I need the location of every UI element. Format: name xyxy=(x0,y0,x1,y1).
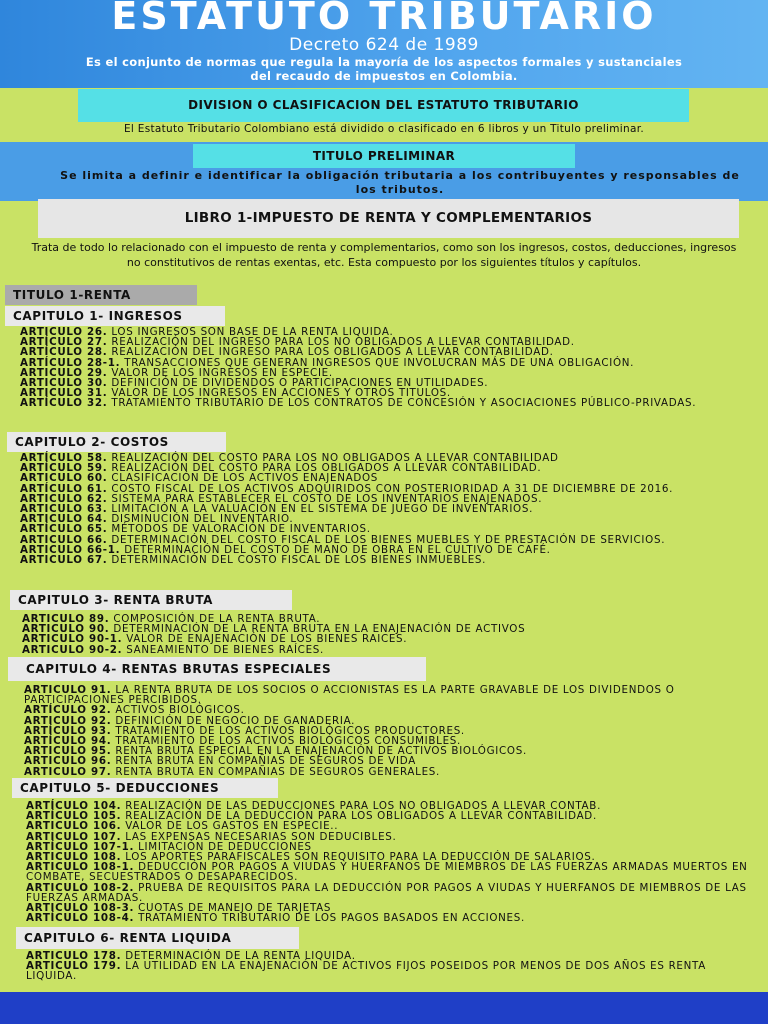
chapter-6-heading: CAPITULO 6- RENTA LIQUIDA xyxy=(16,927,299,949)
article-item xyxy=(26,883,756,903)
division-text: El Estatuto Tributario Colombiano está dividido o clasificado en 6 libros y un Titulo preliminar. xyxy=(123,123,644,135)
chapter-5-heading: CAPITULO 5- DEDUCCIONES xyxy=(12,778,278,798)
article-number: ARTÍCULO 94. xyxy=(24,735,112,748)
article-number: ARTÍCULO 104. xyxy=(26,800,122,812)
libro1-heading: LIBRO 1-IMPUESTO DE RENTA Y COMPLEMENTARIOS xyxy=(38,199,739,238)
footer-bar xyxy=(0,992,768,1024)
article-number: ARTICULO 179. xyxy=(26,960,122,973)
article-number: ARTICULO 31. xyxy=(20,387,108,400)
article-title: DEFINICIÓN DE NEGOCIO DE GANADERIA. xyxy=(111,714,356,727)
article-number: ARTICULO 92. xyxy=(24,714,112,727)
article-number: ARTICULO 62. xyxy=(20,492,108,505)
article-title: REALIZACIÓN DE LA DEDUCCIÓN PARA LOS OBLIGADOS A LLEVAR CONTABILIDAD. xyxy=(121,810,597,823)
page-title: ESTATUTO TRIBUTARIO xyxy=(111,0,657,38)
article-title: TRATAMIENTO DE LOS ACTIVOS BIOLÓGICOS CONSUMIBLES. xyxy=(111,735,462,748)
article-title: DETERMINACIÓN DE LA RENTA BRUTA EN LA ENAJENACIÓN DE ACTIVOS xyxy=(109,623,526,636)
article-number: ARTÍCULO 28. xyxy=(20,346,108,359)
article-item xyxy=(20,398,752,408)
article-title: SANEAMIENTO DE BIENES RAÍCES. xyxy=(122,643,324,656)
chapter-5-list xyxy=(26,801,756,923)
article-item xyxy=(26,862,756,882)
article-title: TRATAMIENTO TRIBUTARIO DE LOS PAGOS BASADOS EN ACCIONES. xyxy=(134,912,525,925)
article-title: LOS APORTES PARAFISCALES SON REQUISITO PARA LA DEDUCCIÓN DE SALARIOS. xyxy=(121,851,596,864)
article-title: LIMITACIÓN DE DEDUCCIONES xyxy=(134,840,312,853)
article-number: ARTICULO 96. xyxy=(24,755,112,768)
article-title: SISTEMA PARA ESTABLECER EL COSTO DE LOS INVENTARIOS ENAJENADOS. xyxy=(107,492,543,505)
article-number: ARTÍCULO 58. xyxy=(20,452,108,464)
article-title: PRUEBA DE REQUISITOS PARA LA DEDUCCIÓN POR PAGOS A VIUDAS Y HUERFANOS DE MIEMBROS DE LAS FUERZAS ARMADAS. xyxy=(26,881,747,904)
article-number: ARTICULO 67. xyxy=(20,554,108,567)
article-number: ARTÍCULO 65. xyxy=(20,523,108,536)
article-item xyxy=(24,685,752,705)
decree-subtitle: Decreto 624 de 1989 xyxy=(289,35,479,55)
article-item xyxy=(22,645,752,655)
article-title: ACTIVOS BIOLÓGICOS. xyxy=(111,704,245,717)
article-title: DETERMINACIÓN DEL COSTO FISCAL DE LOS BIENES INMUEBLES. xyxy=(107,554,487,567)
article-title: REALIZACIÓN DEL COSTO PARA LOS OBLIGADOS A LLEVAR CONTABILIDAD. xyxy=(107,462,542,475)
article-number: ARTÍCULO 107-1. xyxy=(26,840,135,853)
article-title: DISMINUCIÓN DEL INVENTARIO. xyxy=(107,513,294,526)
article-title: RENTA BRUTA EN COMPAÑIAS DE SEGUROS GENERALES. xyxy=(111,765,441,778)
article-number: ARTICULO 29. xyxy=(20,366,108,379)
article-title: MÉTODOS DE VALORACIÓN DE INVENTARIOS. xyxy=(107,523,371,536)
article-title: DEFINICIÓN DE DIVIDENDOS O PARTICIPACIONES EN UTILIDADES. xyxy=(107,377,489,390)
division-heading: DIVISION O CLASIFICACION DEL ESTATUTO TRIBUTARIO xyxy=(78,89,689,122)
article-number: ARTICULO 89. xyxy=(22,613,110,625)
article-title: VALOR DE ENAJENACIÓN DE LOS BIENES RAICES. xyxy=(122,633,408,646)
article-title: REALIZACIÓN DE LAS DEDUCCIONES PARA LOS NO OBLIGADOS A LLEVAR CONTAB. xyxy=(121,800,602,812)
article-title: RENTA BRUTA ESPECIAL EN LA ENAJENACIÓN DE ACTIVOS BIOLÓGICOS. xyxy=(111,745,527,758)
article-title: VALOR DE LOS INGRESOS EN ACCIONES Y OTROS TITULOS. xyxy=(107,387,451,400)
chapter-6-list xyxy=(26,951,726,982)
article-title: LA RENTA BRUTA DE LOS SOCIOS O ACCIONISTAS ES LA PARTE GRAVABLE DE LOS DIVIDENDOS O PARTICIPACIONES PERCIBIDOS. xyxy=(24,684,675,707)
article-item xyxy=(26,913,756,923)
chapter-3-heading: CAPITULO 3- RENTA BRUTA xyxy=(10,590,292,610)
article-title: COSTO FISCAL DE LOS ACTIVOS ADQUIRIDOS CON POSTERIORIDAD A 31 DE DICIEMBRE DE 2016. xyxy=(107,482,674,495)
article-number: ARTICULO 66-1. xyxy=(20,543,121,556)
article-title: LOS INGRESOS SON BASE DE LA RENTA LIQUIDA. xyxy=(107,326,394,338)
article-number: ARTÍCULO 27. xyxy=(20,336,108,349)
article-number: ARTICULO 30. xyxy=(20,377,108,390)
article-title: REALIZACIÓN DEL INGRESO PARA LOS OBLIGADOS A LLEVAR CONTABILIDAD. xyxy=(107,346,554,359)
article-number: ARTÍCULO 108-4. xyxy=(26,912,135,925)
article-number: ARTICULO 178. xyxy=(26,950,122,962)
article-number: ARTÍCULO 32. xyxy=(20,397,108,410)
article-number: ARTICULO 97. xyxy=(24,765,112,778)
article-number: ARTICULO 107. xyxy=(26,830,122,843)
intro-text: Es el conjunto de normas que regula la mayoría de los aspectos formales y sustanciales del recaudo de impuestos en Colombia. xyxy=(85,55,683,83)
article-title: TRANSACCIONES QUE GENERAN INGRESOS QUE INVOLUCRAN MÁS DE UNA OBLIGACIÓN. xyxy=(120,356,635,369)
article-number: ARTICULO 106. xyxy=(26,820,122,833)
article-number: ARTICULO 60. xyxy=(20,472,108,485)
article-number: ARTICULO 26. xyxy=(20,326,108,338)
article-title: COMPOSICIÓN DE LA RENTA BRUTA. xyxy=(109,613,321,625)
article-title: DETERMINACIÓN DEL COSTO FISCAL DE LOS BIENES MUEBLES Y DE PRESTACIÓN DE SERVICIOS. xyxy=(107,533,666,546)
article-number: ARTICULO 95. xyxy=(24,745,112,758)
article-title: LIMITACIÓN A LA VALUACIÓN EN EL SISTEMA DE JUEGO DE INVENTARIOS. xyxy=(107,503,534,516)
article-title: DETERMINACIÓN DEL COSTO DE MANO DE OBRA EN EL CULTIVO DE CAFÉ. xyxy=(120,543,551,556)
preliminar-heading: TITULO PRELIMINAR xyxy=(193,144,575,168)
article-number: ARTICULO 108-3. xyxy=(26,902,135,915)
article-number: ARTICULO 90. xyxy=(22,623,110,636)
chapter-4-list xyxy=(24,685,752,777)
chapter-3-list xyxy=(22,614,752,655)
chapter-1-heading: CAPITULO 1- INGRESOS xyxy=(5,306,225,326)
article-number: ARTÍCULO 92. xyxy=(24,704,112,717)
preliminar-text: Se limita a definir e identificar la obligación tributaria a los contribuyentes y responsables de los tributos. xyxy=(60,169,740,196)
article-title: VALOR DE LOS INGRESOS EN ESPECIE. xyxy=(107,366,333,379)
header-banner xyxy=(0,0,768,88)
article-title: LAS EXPENSAS NECESARIAS SON DEDUCIBLES. xyxy=(121,830,397,843)
article-item xyxy=(24,767,752,777)
article-number: ARTICULO 63. xyxy=(20,503,108,516)
chapter-1-list xyxy=(20,327,752,409)
article-number: ARTÍCULO 93. xyxy=(24,724,112,737)
article-title: VALOR DE LOS GASTOS EN ESPECIE.. xyxy=(121,820,339,833)
article-title: RENTA BRUTA EN COMPAÑIAS DE SEGUROS DE VIDA xyxy=(111,755,416,768)
article-number: ARTICULO 108-2. xyxy=(26,881,135,894)
article-title: REALIZACIÓN DEL INGRESO PARA LOS NO OBLIGADOS A LLEVAR CONTABILIDAD. xyxy=(107,336,575,349)
article-item xyxy=(20,555,752,565)
article-title: DETERMINACIÓN DE LA RENTA LIQUIDA. xyxy=(121,950,356,962)
article-number: ARTICULO 91. xyxy=(24,684,112,696)
libro1-text: Trata de todo lo relacionado con el impuesto de renta y complementarios, como son los ingresos, costos, deducciones, ingresos no constitutivos de rentas exentas, etc. Esta compuesto por los siguientes títulos y capítulos. xyxy=(31,241,737,269)
article-number: ARTÍCULO 59. xyxy=(20,462,108,475)
article-number: ARTICULO 66. xyxy=(20,533,108,546)
article-title: TRATAMIENTO TRIBUTARIO DE LOS CONTRATOS DE CONCESIÓN Y ASOCIACIONES PÚBLICO-PRIVADAS. xyxy=(107,397,697,410)
chapter-4-heading: CAPITULO 4- RENTAS BRUTAS ESPECIALES xyxy=(8,657,426,681)
article-title: CLASIFICACIÓN DE LOS ACTIVOS ENAJENADOS xyxy=(107,472,379,485)
article-number: ARTÍCULO 28-1. xyxy=(20,356,121,369)
article-title: CUOTAS DE MANEJO DE TARJETAS xyxy=(134,902,332,915)
article-item xyxy=(26,961,726,981)
article-title: DEDUCCIÓN POR PAGOS A VIUDAS Y HUERFANOS DE MIEMBROS DE LAS FUERZAS ARMADAS MUERTOS EN COMBATE, SECUESTRADOS O DESAPARECIDOS. xyxy=(26,861,748,884)
article-title: LA UTILIDAD EN LA ENAJENACIÓN DE ACTIVOS FIJOS POSEIDOS POR MENOS DE DOS AÑOS ES RENTA LIQUIDA. xyxy=(26,960,706,983)
article-number: ARTICULO 64. xyxy=(20,513,108,526)
article-number: ARTICULO 90-2. xyxy=(22,643,123,656)
article-number: ARTICULO 108. xyxy=(26,851,122,864)
chapter-2-list xyxy=(20,453,752,565)
titulo1-label: TITULO 1-RENTA xyxy=(5,285,197,305)
article-title: REALIZACIÓN DEL COSTO PARA LOS NO OBLIGADOS A LLEVAR CONTABILIDAD xyxy=(107,452,559,464)
article-number: ARTICULO 108-1. xyxy=(26,861,135,874)
article-number: ARTÍCULO 61. xyxy=(20,482,108,495)
chapter-2-heading: CAPITULO 2- COSTOS xyxy=(7,432,226,452)
article-number: ARTÍCULO 105. xyxy=(26,810,122,823)
article-number: ARTICULO 90-1. xyxy=(22,633,123,646)
article-title: TRATAMIENTO DE LOS ACTIVOS BIOLÓGICOS PRODUCTORES. xyxy=(111,724,465,737)
